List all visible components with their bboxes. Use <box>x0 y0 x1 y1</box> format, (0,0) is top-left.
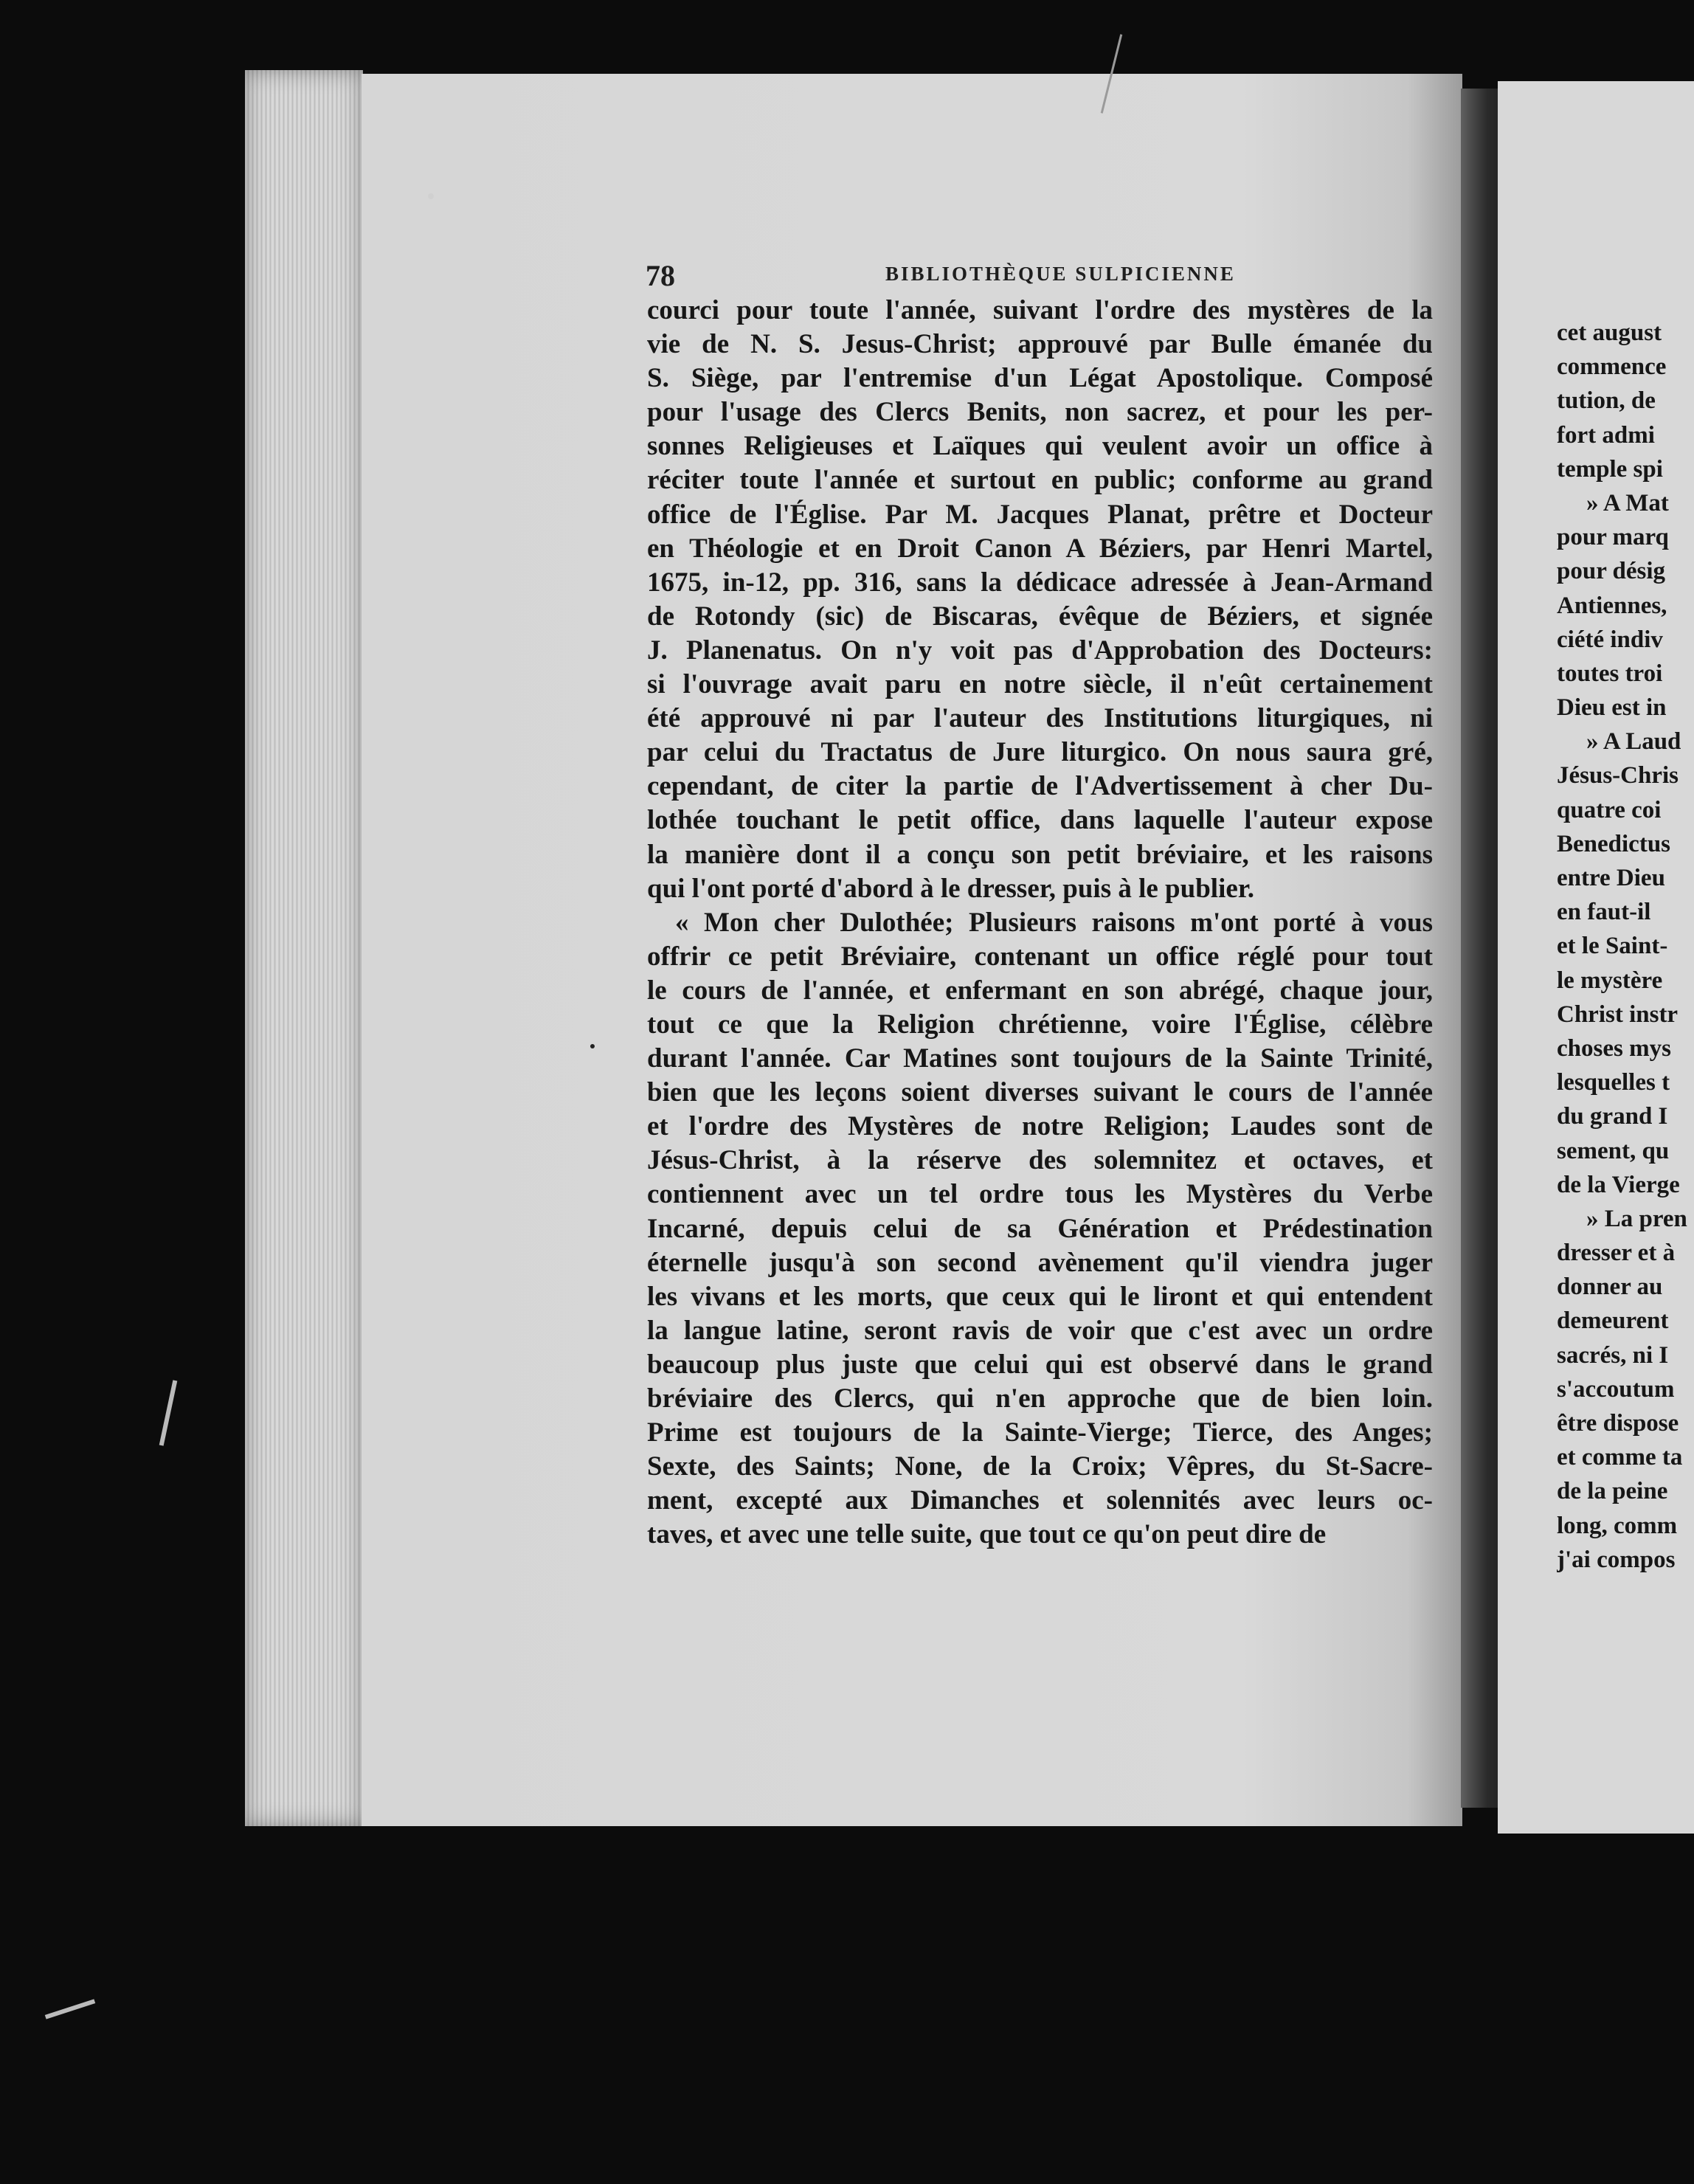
page-header <box>646 258 1442 292</box>
text-line: s'accoutum <box>1557 1375 1675 1403</box>
text-line: tout ce que la Religion chrétienne, voire l'Église, célèbre <box>647 1009 1433 1040</box>
text-line: Dieu est in <box>1557 694 1667 722</box>
text-line: pour désig <box>1557 558 1666 585</box>
text-line: les vivans et les morts, que ceux qui le liront et qui entendent <box>647 1281 1433 1312</box>
text-line: fort admi <box>1557 421 1655 449</box>
text-line: en Théologie et en Droit Canon A Béziers, par Henri Martel, <box>647 533 1433 564</box>
text-line: la langue latine, seront ravis de voir que c'est avec un ordre <box>647 1315 1433 1346</box>
text-line: bréviaire des Clercs, qui n'en approche que de bien loin. <box>647 1383 1433 1414</box>
text-line: taves, et avec une telle suite, que tout ce qu'on peut dire de <box>647 1519 1327 1550</box>
text-line: si l'ouvrage avait paru en notre siècle, il n'eût certainement <box>647 669 1433 700</box>
text-line: J. Planenatus. On n'y voit pas d'Approbation des Docteurs: <box>647 635 1433 666</box>
text-line: Christ instr <box>1557 1001 1679 1028</box>
text-line: sement, qu <box>1557 1137 1670 1164</box>
text-line: contiennent avec un tel ordre tous les Mystères du Verbe <box>647 1179 1433 1210</box>
text-line: réciter toute l'année et surtout en public; conforme au grand <box>647 465 1433 496</box>
dust-speck <box>590 1044 595 1048</box>
text-line: Benedictus <box>1557 830 1671 857</box>
text-line: le cours de l'année, et enfermant en son abrégé, chaque jour, <box>647 975 1433 1006</box>
text-line: de Rotondy (sic) de Biscaras, évêque de Béziers, et signée <box>647 601 1433 632</box>
dust-speck <box>428 193 434 199</box>
text-line: offrir ce petit Bréviaire, contenant un office réglé pour tout <box>647 941 1433 972</box>
text-line: de la Vierge <box>1557 1171 1680 1198</box>
text-line: 1675, in-12, pp. 316, sans la dédicace adressée à Jean-Armand <box>647 567 1433 598</box>
text-line: Jésus-Christ, à la réserve des solemnitez et octaves, et <box>647 1145 1433 1176</box>
text-line: « Mon cher Dulothée; Plusieurs raisons m'ont porté à vous <box>675 907 1433 938</box>
text-line: Jésus-Chris <box>1557 762 1679 789</box>
text-line: » La pren <box>1586 1205 1687 1232</box>
text-line: tution, de <box>1557 387 1656 415</box>
text-line: Antiennes, <box>1557 592 1667 619</box>
text-line: été approuvé ni par l'auteur des Institutions liturgiques, ni <box>647 703 1433 734</box>
text-line: pour marq <box>1557 524 1669 551</box>
text-line: commence <box>1557 353 1667 381</box>
text-line: qui l'ont porté d'abord à le dresser, puis à le publier. <box>647 873 1255 904</box>
text-line: durant l'année. Car Matines sont toujours de la Sainte Trinité, <box>647 1043 1433 1074</box>
running-title: BIBLIOTHÈQUE SULPICIENNE <box>885 263 1236 285</box>
text-line: Sexte, des Saints; None, de la Croix; Vêpres, du St-Sacre- <box>647 1451 1433 1482</box>
text-line: S. Siège, par l'entremise d'un Légat Apostolique. Composé <box>647 363 1433 394</box>
text-line: et comme ta <box>1557 1444 1683 1471</box>
text-line: demeurent <box>1557 1307 1669 1335</box>
page-edges <box>245 70 363 1826</box>
text-line: de la peine <box>1557 1478 1668 1505</box>
text-line: lothée touchant le petit office, dans laquelle l'auteur expose <box>647 805 1433 836</box>
text-line: office de l'Église. Par M. Jacques Planat, prêtre et Docteur <box>647 499 1433 530</box>
text-line: quatre coi <box>1557 796 1662 823</box>
text-line: vie de N. S. Jesus-Christ; approuvé par Bulle émanée du <box>647 329 1433 360</box>
text-line: Prime est toujours de la Sainte-Vierge; Tierce, des Anges; <box>647 1417 1433 1448</box>
text-line: éternelle jusqu'à son second avènement qu'il viendra juger <box>647 1247 1433 1278</box>
text-line: en faut-il <box>1557 899 1651 926</box>
text-line: choses mys <box>1557 1034 1671 1062</box>
text-line: dresser et à <box>1557 1240 1676 1267</box>
film-scratch <box>45 1999 95 2019</box>
text-line: la manière dont il a conçu son petit bréviaire, et les raisons <box>647 839 1433 870</box>
text-line: du grand I <box>1557 1103 1668 1130</box>
text-line: cependant, de citer la partie de l'Advertissement à cher Du- <box>647 771 1433 802</box>
left-page-text <box>647 294 1433 1552</box>
text-line: » A Laud <box>1586 728 1681 756</box>
text-line: sonnes Religieuses et Laïques qui veulent avoir un office à <box>647 431 1433 462</box>
text-line: être dispose <box>1557 1410 1679 1437</box>
text-line: le mystère <box>1557 967 1663 994</box>
text-line: sacrés, ni I <box>1557 1341 1669 1369</box>
text-line: bien que les leçons soient diverses suivant le cours de l'année <box>647 1077 1433 1108</box>
text-line: beaucoup plus juste que celui qui est observé dans le grand <box>647 1349 1433 1380</box>
page-number: 78 <box>646 259 675 292</box>
text-line: donner au <box>1557 1274 1663 1301</box>
text-line: lesquelles t <box>1557 1069 1670 1096</box>
text-line: et l'ordre des Mystères de notre Religion; Laudes sont de <box>647 1111 1433 1142</box>
text-line: cet august <box>1557 319 1662 346</box>
text-line: temple spi <box>1557 455 1663 483</box>
text-line: long, comm <box>1557 1512 1678 1539</box>
text-line: Incarné, depuis celui de sa Génération et Prédestination <box>647 1213 1433 1244</box>
text-line: entre Dieu <box>1557 865 1665 891</box>
text-line: et le Saint- <box>1557 933 1668 960</box>
text-line: toutes troi <box>1557 660 1663 687</box>
text-line: j'ai compos <box>1557 1546 1676 1573</box>
text-line: pour l'usage des Clercs Benits, non sacrez, et pour les per- <box>647 397 1433 428</box>
text-line: courci pour toute l'année, suivant l'ordre des mystères de la <box>647 295 1433 325</box>
text-line: ment, excepté aux Dimanches et solennités avec leurs oc- <box>647 1485 1433 1516</box>
text-line: » A Mat <box>1586 489 1669 516</box>
text-line: par celui du Tractatus de Jure liturgico. On nous saura gré, <box>647 737 1433 768</box>
text-line: ciété indiv <box>1557 626 1663 653</box>
film-scratch <box>159 1380 178 1445</box>
right-page-text <box>1557 316 1694 1577</box>
